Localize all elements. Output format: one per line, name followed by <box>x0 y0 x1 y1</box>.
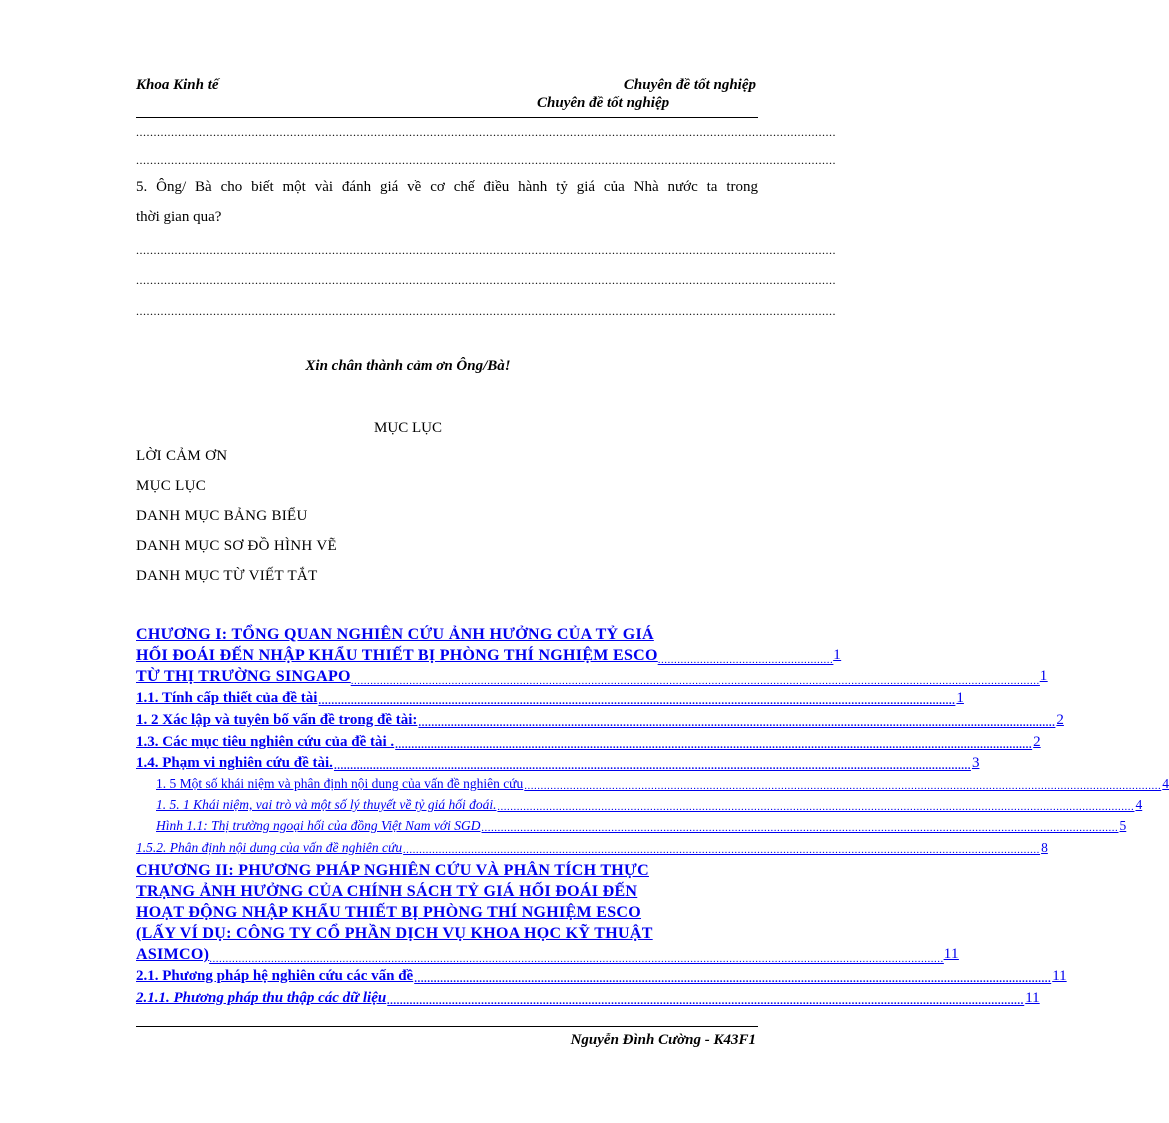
leader-dots: .................................................................................................................................................................................................................... <box>350 675 1040 687</box>
leader-dots: .................................................................................................................................................................................................... <box>395 739 1033 751</box>
chapter-2-line-2[interactable]: TRẠNG ẢNH HƯỞNG CỦA CHÍNH SÁCH TỶ GIÁ HỐI ĐOÁI ĐẾN <box>136 883 638 900</box>
front-matter-item[interactable]: DANH MỤC SƠ ĐỒ HÌNH VẼ <box>136 538 337 554</box>
footer-rule <box>136 1026 758 1027</box>
answer-line: ........................................................................................................................................................................................................ <box>136 304 836 318</box>
toc-chapter-2[interactable] <box>136 860 959 965</box>
page-number: 11 <box>1025 990 1040 1006</box>
chapter-1-line-2[interactable] <box>136 645 842 666</box>
page-number: 3 <box>971 755 980 771</box>
answer-line: ........................................................................................................................................................................................................ <box>136 273 836 287</box>
front-matter-item[interactable]: DANH MỤC BẢNG BIỂU <box>136 508 308 524</box>
leader-dots: ...................................................... <box>657 654 834 666</box>
chapter-2-line-3[interactable]: HOẠT ĐỘNG NHẬP KHẨU THIẾT BỊ PHÒNG THÍ NGHIỆM ESCO <box>136 904 642 921</box>
page-number: 1 <box>833 647 842 663</box>
toc-entry-text: 1.3. Các mục tiêu nghiên cứu của đề tài . <box>136 734 395 750</box>
toc-chapter-1[interactable] <box>136 624 1048 687</box>
leader-dots: .................................................................................................................................................................................................... <box>524 780 1162 792</box>
toc-entry-text: 1. 2 Xác lập và tuyên bố vấn đề trong đề tài: <box>136 712 418 728</box>
toc-entry-text: 1. 5 Một số khái niệm và phân định nội dung của vấn đề nghiên cứu <box>156 776 524 791</box>
toc-entry-text: 1.5.2. Phân định nội dung của vấn đề nghiên cứu <box>136 840 403 855</box>
page-number: 1 <box>1039 668 1048 684</box>
toc-entry[interactable] <box>136 840 1048 856</box>
chapter-2-line-5[interactable] <box>136 944 959 965</box>
toc-entry[interactable] <box>136 690 964 707</box>
toc-entry[interactable] <box>156 797 1143 813</box>
toc-entry-text: 2.1. Phương pháp hệ nghiên cứu các vấn đề <box>136 968 414 984</box>
survey-question-5 <box>136 172 758 232</box>
toc-entry-text: 2.1.1. Phương pháp thu thập các dữ liệu <box>136 990 387 1006</box>
chapter-2-line-5-text: ASIMCO) <box>136 946 210 963</box>
answer-line: ........................................................................................................................................................................................................ <box>136 243 836 257</box>
question-line-2: thời gian qua? <box>136 209 222 225</box>
chapter-1-line-3[interactable] <box>136 666 1048 687</box>
toc-entry-text: 1. 5. 1 Khái niệm, vai trò và một số lý thuyết về tỷ giá hối đoái. <box>156 797 497 812</box>
page-number: 5 <box>1119 818 1127 833</box>
leader-dots: .................................................................................................................................................................................................... <box>387 995 1025 1007</box>
toc-entry-text: 1.1. Tính cấp thiết của đề tài <box>136 690 318 706</box>
leader-dots: .................................................................................................................................................................................................... <box>414 973 1052 985</box>
page-number: 4 <box>1162 776 1169 791</box>
toc-entry[interactable] <box>156 818 1127 834</box>
chapter-1-line-1[interactable]: CHƯƠNG I: TỔNG QUAN NGHIÊN CỨU ẢNH HƯỞNG CỦA TỶ GIÁ <box>136 626 654 643</box>
front-matter-item[interactable]: LỜI CẢM ƠN <box>136 448 228 464</box>
leader-dots: .................................................................................................................................................................................................... <box>403 844 1041 856</box>
header-right-repeat: Chuyên đề tốt nghiệp <box>537 95 670 111</box>
chapter-2-line-4[interactable]: (LẤY VÍ DỤ: CÔNG TY CỔ PHẦN DỊCH VỤ KHOA HỌC KỸ THUẬT <box>136 925 653 942</box>
page-number: 8 <box>1041 840 1048 855</box>
thanks-note: Xin chân thành cảm ơn Ông/Bà! <box>305 358 511 374</box>
leader-dots: .................................................................................................................................................................................................... <box>497 801 1135 813</box>
header-left: Khoa Kinh tế <box>136 77 219 93</box>
page-number: 2 <box>1033 734 1041 750</box>
toc-title: MỤC LỤC <box>374 420 442 436</box>
chapter-1-line-2-text: HỐI ĐOÁI ĐẾN NHẬP KHẨU THIẾT BỊ PHÒNG THÍ NGHIỆM ESCO <box>136 647 658 664</box>
chapter-2-line-1[interactable]: CHƯƠNG II: PHƯƠNG PHÁP NGHIÊN CỨU VÀ PHÂN TÍCH THỰC <box>136 862 649 879</box>
toc-entry[interactable] <box>136 734 1041 751</box>
header-right: Chuyên đề tốt nghiệp <box>623 77 756 93</box>
header-rule <box>136 117 758 118</box>
leader-dots: .................................................................................................................................................................................................... <box>418 717 1056 729</box>
toc-entry-text: Hình 1.1: Thị trường ngoại hối của đồng Việt Nam với SGD <box>156 818 481 833</box>
toc-entry[interactable] <box>156 776 1169 792</box>
page-number: 11 <box>1052 968 1067 984</box>
toc-entry-text: 1.4. Phạm vi nghiên cứu đề tài. <box>136 755 333 771</box>
front-matter-item[interactable]: DANH MỤC TỪ VIẾT TẮT <box>136 568 318 584</box>
toc-entry[interactable] <box>136 968 1067 985</box>
leader-dots: .................................................................................................................................................................................................... <box>318 695 956 707</box>
toc-entry[interactable] <box>136 755 980 772</box>
toc-entry[interactable] <box>136 990 1040 1007</box>
leader-dots: .................................................................................................................................................................................................... <box>481 822 1119 834</box>
page-number: 11 <box>943 946 959 962</box>
leader-dots: .................................................................................................................................................................................................................................. <box>209 953 944 965</box>
answer-line: ........................................................................................................................................................................................................ <box>136 153 836 167</box>
answer-line: ........................................................................................................................................................................................................ <box>136 125 836 139</box>
page-number: 2 <box>1056 712 1064 728</box>
leader-dots: .................................................................................................................................................................................................... <box>333 760 971 772</box>
page-number: 4 <box>1135 797 1143 812</box>
toc-entry[interactable] <box>136 712 1064 729</box>
front-matter-item[interactable]: MỤC LỤC <box>136 478 207 494</box>
chapter-1-line-3-text: TỪ THỊ TRƯỜNG SINGAPO <box>136 668 351 685</box>
footer-author: Nguyễn Đình Cường - K43F1 <box>570 1032 756 1048</box>
page-number: 1 <box>956 690 964 706</box>
question-line-1: 5. Ông/ Bà cho biết một vài đánh giá về cơ chế điều hành tỷ giá của Nhà nước ta trong <box>136 179 758 195</box>
